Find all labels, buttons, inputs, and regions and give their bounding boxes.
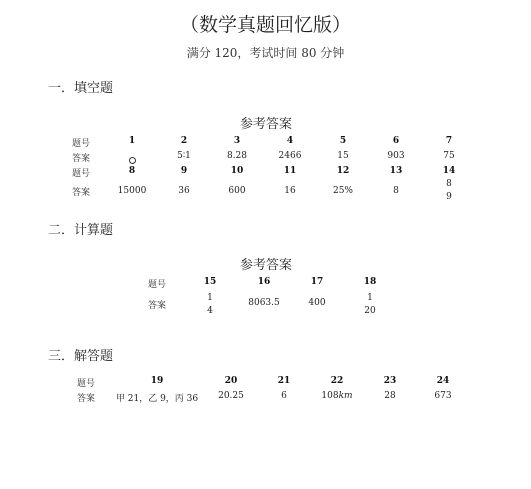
question-number: 3: [233, 136, 241, 146]
answer-value: 8: [393, 186, 399, 196]
fraction-numerator: 1: [367, 293, 373, 303]
question-number: 5: [339, 136, 347, 146]
row-label-number: 题号: [72, 169, 91, 179]
answer-value: 673: [434, 391, 452, 401]
answer-fraction: [180, 292, 240, 318]
circle-symbol: [129, 157, 136, 164]
answer-value: 15: [337, 151, 349, 161]
fraction-denominator: 9: [446, 192, 452, 202]
section-heading-solve: 三．解答题: [48, 349, 114, 364]
question-number: 1: [128, 136, 136, 146]
answer-fraction: [419, 178, 479, 204]
row-label-answer: 答案: [72, 154, 91, 164]
answer-value: 75: [443, 151, 455, 161]
question-number: 12: [336, 166, 350, 176]
question-number: 21: [277, 376, 291, 386]
question-number: 9: [180, 166, 188, 176]
answer-value: 903: [387, 151, 405, 161]
answer-value: 16: [284, 186, 296, 196]
question-number: 11: [283, 166, 297, 176]
question-number: 18: [363, 277, 377, 287]
question-number: 4: [286, 136, 294, 146]
row-label-answer: 答案: [72, 188, 91, 198]
answer-unit: km: [338, 391, 353, 401]
answer-value: 600: [228, 186, 246, 196]
row-label-number: 题号: [148, 280, 167, 290]
question-number: 22: [330, 376, 344, 386]
question-number: 2: [180, 136, 188, 146]
row-label-number: 题号: [77, 379, 96, 389]
answer-value: 20.25: [218, 391, 244, 401]
question-number: 14: [442, 166, 456, 176]
fraction-numerator: 8: [446, 179, 452, 189]
answer-value: 15000: [117, 186, 147, 196]
fraction-denominator: 4: [207, 306, 213, 316]
section-heading-calc: 二．计算题: [48, 223, 114, 238]
answer-value: 28: [384, 391, 396, 401]
answer-title-calc: 参考答案: [240, 258, 293, 273]
answer-value: 5∶1: [177, 151, 191, 161]
section-heading-fill: 一．填空题: [48, 81, 114, 96]
question-number: 13: [389, 166, 403, 176]
answer-value-with-unit: [307, 391, 367, 401]
question-number: 10: [230, 166, 244, 176]
question-number: 6: [392, 136, 400, 146]
answer-value: 36: [178, 186, 190, 196]
question-number: 7: [445, 136, 453, 146]
question-number: 17: [310, 277, 324, 287]
answer-value: 2466: [278, 151, 302, 161]
answer-value: 6: [281, 391, 287, 401]
answer-value: 甲 21，乙 9，丙 36: [115, 394, 199, 404]
answer-title-fill: 参考答案: [240, 117, 293, 132]
question-number: 16: [257, 277, 271, 287]
fraction-denominator: 20: [364, 306, 376, 316]
row-label-answer: 答案: [77, 394, 96, 404]
answer-fraction: [340, 292, 400, 318]
answer-number: 108: [321, 391, 339, 401]
question-number: 24: [436, 376, 450, 386]
page-subtitle: 满分 120，考试时间 80 分钟: [186, 46, 345, 60]
fraction-numerator: 1: [207, 293, 213, 303]
row-label-answer: 答案: [148, 301, 167, 311]
answer-value-circle: [102, 151, 162, 164]
answer-value: 8.28: [226, 151, 248, 161]
row-label-number: 题号: [72, 139, 91, 149]
question-number: 20: [224, 376, 238, 386]
question-number: 15: [203, 277, 217, 287]
question-number: 23: [383, 376, 397, 386]
question-number: 19: [150, 376, 164, 386]
answer-value: 400: [308, 298, 326, 308]
answer-value: 8063.5: [248, 298, 280, 308]
question-number: 8: [128, 166, 136, 176]
page-title: （数学真题回忆版）: [179, 14, 351, 36]
answer-value: 25%: [332, 186, 353, 196]
